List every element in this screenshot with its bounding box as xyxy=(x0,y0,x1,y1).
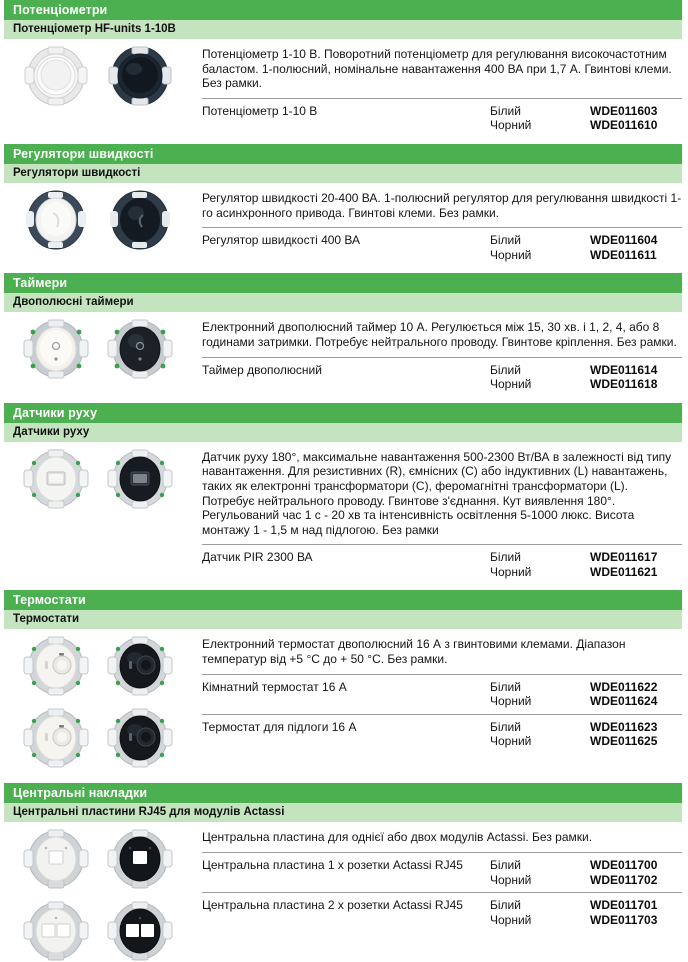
color-black: Чорний xyxy=(490,377,532,392)
subcategory-title: Датчики руху xyxy=(13,425,90,438)
subcategory-header xyxy=(4,610,682,629)
color-white: Білий xyxy=(490,898,521,913)
reference-black: WDE011702 xyxy=(590,872,658,887)
product-description: Електронний термостат двополюсний 16 А з гвинтовими клемами. Діапазон температур від +5 °C до + 50 °C. Без рамки. xyxy=(202,637,626,667)
subcategory-header xyxy=(4,423,682,442)
product-row xyxy=(202,228,682,267)
section-potentiometers xyxy=(0,0,688,144)
color-white: Білий xyxy=(490,679,521,694)
product-block xyxy=(0,39,688,138)
color-black: Чорний xyxy=(490,912,532,927)
reference-white: WDE011603 xyxy=(590,103,658,118)
product-colors xyxy=(490,898,590,927)
product-block xyxy=(0,312,688,396)
product-row xyxy=(202,99,682,138)
product-name: Кімнатний термостат 16 А xyxy=(202,679,347,694)
product-image-column xyxy=(0,822,196,962)
product-name: Датчик PIR 2300 ВА xyxy=(202,550,313,565)
reference-black: WDE011610 xyxy=(590,118,658,133)
reference-white: WDE011604 xyxy=(590,233,658,248)
product-block xyxy=(0,442,688,585)
reference-black: WDE011621 xyxy=(590,564,658,579)
product-image-row xyxy=(19,707,177,769)
category-title: Таймери xyxy=(13,276,68,291)
product-text-column xyxy=(196,442,688,585)
product-colors xyxy=(490,680,590,709)
product-text-column xyxy=(196,39,688,138)
product-image-row xyxy=(19,635,177,697)
subcategory-header xyxy=(4,20,682,39)
product-colors xyxy=(490,720,590,749)
product-block xyxy=(0,822,688,962)
category-title: Датчики руху xyxy=(13,405,98,420)
reference-white: WDE011700 xyxy=(590,858,658,873)
product-description: Центральна пластина для однієї або двох модулів Actassi. Без рамки. xyxy=(202,830,593,845)
category-header xyxy=(4,590,682,610)
reference-black: WDE011625 xyxy=(590,734,658,749)
category-title: Регулятори швидкості xyxy=(13,146,154,161)
reference-white: WDE011622 xyxy=(590,679,658,694)
floor-thermostat-black-mechanism xyxy=(103,707,177,769)
product-image-column xyxy=(0,442,196,510)
thermostat-white-mechanism xyxy=(19,635,93,697)
product-name: Таймер двополюсний xyxy=(202,362,322,377)
product-block xyxy=(0,183,688,267)
product-row xyxy=(202,715,682,754)
color-black: Чорний xyxy=(490,694,532,709)
rj45-single-plate-white xyxy=(19,828,93,890)
product-image-row xyxy=(19,318,177,380)
product-image-row xyxy=(19,45,177,107)
product-row xyxy=(202,358,682,397)
potentiometer-white-mechanism xyxy=(19,45,93,107)
product-row xyxy=(202,893,682,932)
product-name: Потенціометр 1-10 В xyxy=(202,103,318,118)
product-text-column xyxy=(196,312,688,396)
color-black: Чорний xyxy=(490,872,532,887)
product-references xyxy=(590,104,682,133)
motion-sensor-white-mechanism xyxy=(19,448,93,510)
thermostat-black-mechanism xyxy=(103,635,177,697)
reference-black: WDE011703 xyxy=(590,912,658,927)
product-references xyxy=(590,233,682,262)
product-colors xyxy=(490,363,590,392)
product-text-column xyxy=(196,183,688,267)
product-text-column xyxy=(196,629,688,754)
rj45-double-plate-black xyxy=(103,900,177,962)
product-name: Регулятор швидкості 400 ВА xyxy=(202,233,361,248)
product-description: Електронний двополюсний таймер 10 А. Регулюється між 15, 30 хв. і 1, 2, 4, або 8 годинами затримки. Потребує нейтрального проводу. Гвинтове кріплення. Без рамки. xyxy=(202,320,677,349)
section-timers xyxy=(0,273,688,402)
reference-black: WDE011618 xyxy=(590,377,658,392)
reference-black: WDE011611 xyxy=(590,247,657,262)
potentiometer-black-mechanism xyxy=(103,45,177,107)
subcategory-title: Регулятори швидкості xyxy=(13,166,141,179)
product-colors xyxy=(490,233,590,262)
reference-white: WDE011614 xyxy=(590,362,658,377)
subcategory-title: Потенціометр HF-units 1-10В xyxy=(13,23,176,35)
reference-white: WDE011617 xyxy=(590,550,658,565)
section-motion-sensors xyxy=(0,403,688,591)
product-description: Регулятор швидкості 20-400 ВА. 1-полюсний регулятор для регулювання швидкості 1-го асинхронного привода. Гвинтові клеми. Без рамки. xyxy=(202,190,682,220)
timer-black-mechanism xyxy=(103,318,177,380)
category-header xyxy=(4,0,682,20)
subcategory-header xyxy=(4,803,682,822)
color-white: Білий xyxy=(490,858,521,873)
product-description: Потенціометр 1-10 В. Поворотний потенціометр для регулювання високочастотним баластом. 1-полюсний, номінальне навантаження 400 ВА при 1,7 А. Гвинтові клеми. Без рамки. xyxy=(202,47,672,91)
product-image-column xyxy=(0,183,196,251)
color-black: Чорний xyxy=(490,564,532,579)
product-row xyxy=(202,853,682,892)
color-white: Білий xyxy=(490,362,521,377)
color-white: Білий xyxy=(490,103,521,118)
category-header xyxy=(4,403,682,423)
product-block xyxy=(0,629,688,769)
rj45-single-plate-black xyxy=(103,828,177,890)
product-image-row xyxy=(19,900,177,962)
product-name: Центральна пластина 2 х розетки Actassi RJ45 xyxy=(202,898,463,913)
subcategory-header xyxy=(4,293,682,312)
subcategory-title: Термостати xyxy=(13,613,80,626)
category-title: Центральні накладки xyxy=(13,786,148,801)
speed-controller-black-mechanism xyxy=(103,189,177,251)
floor-thermostat-white-mechanism xyxy=(19,707,93,769)
product-colors xyxy=(490,858,590,887)
color-white: Білий xyxy=(490,719,521,734)
category-header xyxy=(4,273,682,293)
product-text-column xyxy=(196,822,688,932)
category-header xyxy=(4,144,682,164)
rj45-double-plate-white xyxy=(19,900,93,962)
subcategory-header xyxy=(4,164,682,183)
motion-sensor-black-mechanism xyxy=(103,448,177,510)
product-name: Центральна пластина 1 х розетки Actassi RJ45 xyxy=(202,858,463,873)
product-image-column xyxy=(0,629,196,769)
product-image-column xyxy=(0,312,196,380)
product-references xyxy=(590,680,682,709)
product-references xyxy=(590,720,682,749)
product-references xyxy=(590,858,682,887)
product-description: Датчик руху 180°, максимальне навантаження 500-2300 Вт/ВА в залежності від типу навантаження. Для резистивних (R), ємнісних (C) або індуктивних (L) навантажень, таких як електронні трансформатори (C), феромагнітні трансформатори (L). Потребує нейтрального проводу. Гвинтове з'єднання. Кут виявлення 180°. Регульований час 1 с - 20 хв та інтенсивність освітлення 5-1000 люкс. Висота монтажу 1 - 1,5 м над підлогою. Без рамки xyxy=(202,449,672,537)
product-row xyxy=(202,675,682,714)
color-white: Білий xyxy=(490,233,521,248)
section-speed-controllers xyxy=(0,144,688,273)
section-central-plates xyxy=(0,783,688,962)
reference-white: WDE011623 xyxy=(590,719,658,734)
product-references xyxy=(590,363,682,392)
color-black: Чорний xyxy=(490,118,532,133)
product-image-row xyxy=(19,828,177,890)
color-black: Чорний xyxy=(490,734,532,749)
product-row xyxy=(202,545,682,584)
product-colors xyxy=(490,104,590,133)
product-references xyxy=(590,898,682,927)
product-image-column xyxy=(0,39,196,107)
product-image-row xyxy=(19,189,177,251)
timer-white-mechanism xyxy=(19,318,93,380)
product-references xyxy=(590,550,682,579)
subcategory-title: Двополюсні таймери xyxy=(13,296,134,309)
category-title: Термостати xyxy=(13,593,86,608)
product-colors xyxy=(490,550,590,579)
reference-black: WDE011624 xyxy=(590,694,658,709)
category-title: Потенціометри xyxy=(13,3,108,17)
speed-controller-white-mechanism xyxy=(19,189,93,251)
category-header xyxy=(4,783,682,803)
product-name: Термостат для підлоги 16 А xyxy=(202,719,357,734)
color-white: Білий xyxy=(490,550,521,565)
section-thermostats xyxy=(0,590,688,783)
product-image-row xyxy=(19,448,177,510)
color-black: Чорний xyxy=(490,247,532,262)
subcategory-title: Центральні пластини RJ45 для модулів Actassi xyxy=(13,806,285,819)
reference-white: WDE011701 xyxy=(590,898,658,913)
